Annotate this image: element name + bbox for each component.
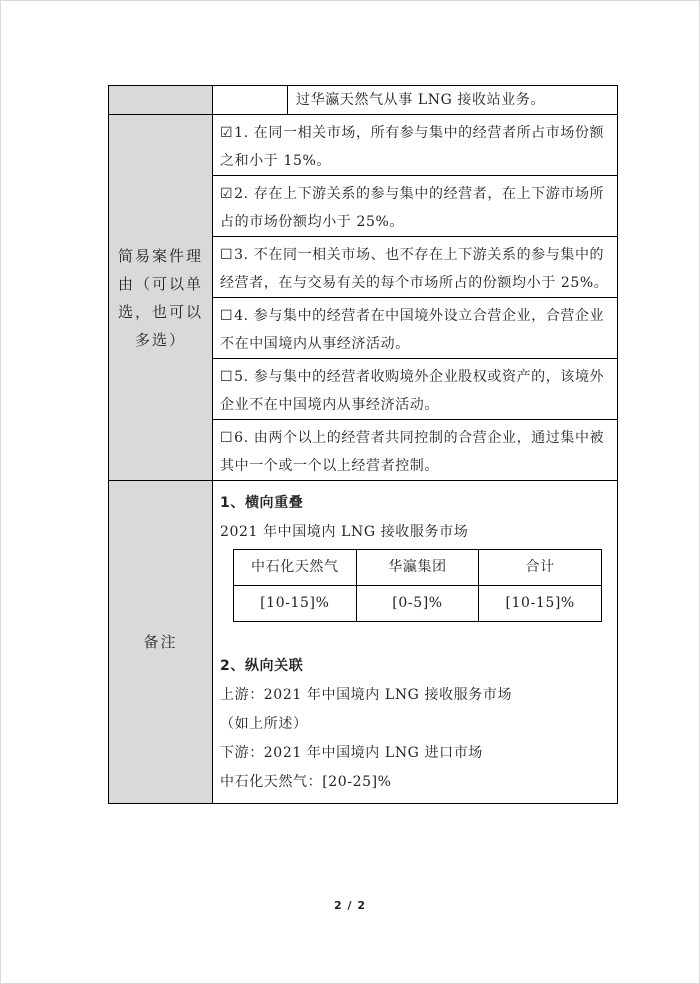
option-3 (213, 237, 617, 298)
option-1 (213, 115, 617, 176)
notes-row (109, 481, 618, 804)
share-header-cell: 合计 (479, 550, 602, 586)
top-row-text: 过华瀛天然气从事 LNG 接收站业务。 (296, 92, 546, 108)
share-value-cell: [10-15]% (234, 586, 357, 622)
share-table-value-row (234, 586, 602, 622)
option-5 (213, 359, 617, 420)
option-text: 2. 存在上下游关系的参与集中的经营者，在上下游市场所占的市场份额均小于 25%。 (220, 186, 605, 230)
option-text: 4. 参与集中的经营者在中国境外设立合营企业，合营企业不在中国境内从事经济活动。 (220, 308, 605, 352)
checkbox-unchecked-icon[interactable]: ☐ (220, 247, 234, 263)
page-number: 2 / 2 (334, 899, 366, 912)
downstream-line: 下游：2021 年中国境内 LNG 进口市场 (220, 745, 483, 761)
reason-options (213, 115, 618, 481)
option-text: 6. 由两个以上的经营者共同控制的合营企业，通过集中被其中一个或一个以上经营者控制。 (220, 430, 605, 474)
market-share-table (233, 549, 602, 622)
section1-title: 1、横向重叠 (220, 495, 304, 511)
share-header-cell: 华瀛集团 (356, 550, 479, 586)
checkbox-checked-icon[interactable]: ☑ (220, 186, 234, 202)
checkbox-unchecked-icon[interactable]: ☐ (220, 369, 234, 385)
notes-label: 备注 (109, 481, 213, 804)
option-4 (213, 298, 617, 359)
top-row-blank-cell (213, 86, 288, 114)
share-value-cell: [0-5]% (356, 586, 479, 622)
top-row-label (109, 86, 213, 115)
share-header-cell: 中石化天然气 (234, 550, 357, 586)
option-text: 3. 不在同一相关市场、也不存在上下游关系的参与集中的经营者，在与交易有关的每个市场所占的份额均小于 25%。 (220, 247, 609, 291)
upstream-line: 上游：2021 年中国境内 LNG 接收服务市场 (220, 687, 513, 703)
notes-content (213, 481, 618, 804)
reason-row (109, 115, 618, 481)
share-table-header-row (234, 550, 602, 586)
checkbox-unchecked-icon[interactable]: ☐ (220, 430, 234, 446)
case-form-table (108, 85, 618, 804)
checkbox-unchecked-icon[interactable]: ☐ (220, 308, 234, 324)
option-2 (213, 176, 617, 237)
checkbox-checked-icon[interactable]: ☑ (220, 125, 234, 141)
option-text: 1. 在同一相关市场，所有参与集中的经营者所占市场份额之和小于 15%。 (220, 125, 605, 169)
section1-market: 2021 年中国境内 LNG 接收服务市场 (220, 524, 469, 540)
option-text: 5. 参与集中的经营者收购境外企业股权或资产的，该境外企业不在中国境内从事经济活动。 (220, 369, 605, 413)
section2-title: 2、纵向关联 (220, 658, 304, 674)
top-row (109, 86, 618, 115)
downstream-share: 中石化天然气：[20-25]% (220, 774, 392, 790)
share-value-cell: [10-15]% (479, 586, 602, 622)
upstream-note: （如上所述） (220, 716, 308, 732)
option-6 (213, 420, 617, 480)
reason-label: 简易案件理由（可以单选，也可以多选） (109, 115, 213, 481)
